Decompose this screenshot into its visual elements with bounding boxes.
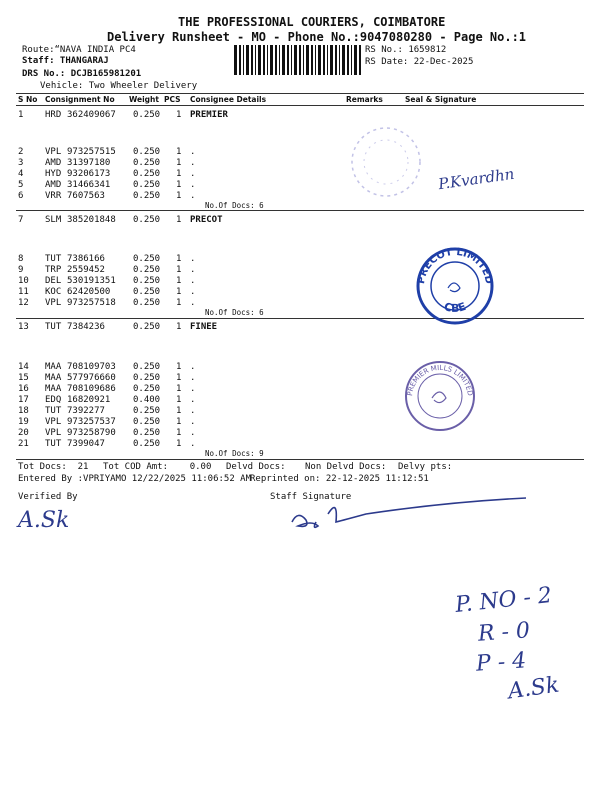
barcode-bar: [275, 45, 277, 75]
cell-sno: 3: [18, 158, 24, 168]
entered-by: Entered By :VPRIYAMO 12/22/2025 11:06:52 AM: [18, 474, 251, 484]
cell-consignee: .: [190, 439, 196, 449]
cell-num: 7392277: [67, 406, 105, 416]
cell-num: 385201848: [67, 215, 116, 225]
cell-consignee: .: [190, 373, 196, 383]
cell-weight: 0.250: [133, 169, 161, 179]
cell-num: 973258790: [67, 428, 116, 438]
table-bottom-rule: [16, 459, 584, 460]
cell-sno: 13: [18, 322, 29, 332]
barcode-bar: [335, 45, 337, 75]
cell-num: 973257537: [67, 417, 116, 427]
table-row: [0, 384, 600, 395]
table-row: [0, 373, 600, 384]
table-row: [0, 417, 600, 428]
cell-sno: 15: [18, 373, 29, 383]
col-seal-signature: Seal & Signature: [405, 95, 477, 104]
cell-code: SLM: [45, 215, 62, 225]
table-row-consignee: [0, 110, 600, 121]
finee-stamp: [400, 358, 480, 432]
barcode-bar: [263, 45, 265, 75]
cell-code: TUT: [45, 406, 62, 416]
col-remarks: Remarks: [346, 95, 383, 104]
table-row: [0, 439, 600, 450]
note-pod-count: P. NO - 2: [453, 582, 554, 619]
cell-num: 362409067: [67, 110, 116, 120]
cell-num: 31466341: [67, 180, 111, 190]
cell-sno: 7: [18, 215, 24, 225]
cell-code: VPL: [45, 417, 62, 427]
cell-code: HYD: [45, 169, 62, 179]
barcode-bar: [299, 45, 301, 75]
cell-consignee: .: [190, 254, 196, 264]
cell-weight: 0.250: [133, 417, 161, 427]
cell-consignee: .: [190, 276, 196, 286]
cell-consignee: .: [190, 406, 196, 416]
rs-number: RS No.: 1659812: [365, 45, 447, 55]
barcode-bar: [267, 45, 268, 75]
table-row: [0, 265, 600, 276]
cell-code: EDQ: [45, 395, 62, 405]
cell-consignee: FINEE: [190, 322, 218, 332]
cell-weight: 0.250: [133, 362, 161, 372]
docs-count: No.Of Docs: 9: [205, 449, 264, 458]
cell-code: VPL: [45, 147, 62, 157]
note-returned-count: R - 0: [477, 618, 531, 647]
cell-num: 31397180: [67, 158, 111, 168]
table-row: [0, 254, 600, 265]
cell-pcs: 1: [176, 169, 182, 179]
cell-weight: 0.400: [133, 395, 161, 405]
cell-consignee: .: [190, 384, 196, 394]
cell-num: 2559452: [67, 265, 105, 275]
note-initials: A.Sk: [506, 672, 561, 705]
svg-text:CBE: [442, 300, 467, 315]
cell-weight: 0.250: [133, 265, 161, 275]
cell-code: VPL: [45, 298, 62, 308]
cell-sno: 9: [18, 265, 24, 275]
cell-weight: 0.250: [133, 439, 161, 449]
header-top-rule: [16, 93, 584, 94]
verified-by-label: Verified By: [18, 492, 78, 502]
table-row: [0, 276, 600, 287]
barcode-bar: [339, 45, 340, 75]
barcode-bar: [303, 45, 304, 75]
col-pcs: PCS: [164, 95, 181, 104]
col-consignee: Consignee Details: [190, 95, 267, 104]
cell-pcs: 1: [176, 395, 182, 405]
cell-weight: 0.250: [133, 406, 161, 416]
table-row-consignee: [0, 322, 600, 333]
delivered-docs: Delvd Docs:: [226, 462, 286, 472]
table-row: [0, 428, 600, 439]
cell-code: MAA: [45, 384, 62, 394]
cell-num: 7384236: [67, 322, 105, 332]
cell-sno: 5: [18, 180, 24, 190]
col-consignment: Consignment No: [45, 95, 115, 104]
cell-pcs: 1: [176, 384, 182, 394]
cell-sno: 11: [18, 287, 29, 297]
svg-text:PRECOT LIMITED: [416, 247, 494, 285]
cell-consignee: .: [190, 169, 196, 179]
cell-weight: 0.250: [133, 147, 161, 157]
company-name: THE PROFESSIONAL COURIERS, COIMBATORE: [178, 15, 446, 29]
cell-weight: 0.250: [133, 215, 161, 225]
staff-label: Staff: THANGARAJ: [22, 56, 109, 66]
cell-consignee: .: [190, 158, 196, 168]
barcode-bar: [294, 45, 297, 75]
barcode-bar: [258, 45, 261, 75]
cell-consignee: PRECOT: [190, 215, 223, 225]
cell-num: 93206173: [67, 169, 111, 179]
cell-num: 708109686: [67, 384, 116, 394]
cell-num: 7607563: [67, 191, 105, 201]
barcode-bar: [246, 45, 249, 75]
cell-sno: 4: [18, 169, 24, 179]
cell-sno: 12: [18, 298, 29, 308]
cell-sno: 6: [18, 191, 24, 201]
barcode-bar: [243, 45, 244, 75]
table-row: [0, 362, 600, 373]
runsheet-title: Delivery Runsheet - MO - Phone No.:9047080280 - Page No.:1: [107, 30, 527, 44]
cell-weight: 0.250: [133, 158, 161, 168]
cell-pcs: 1: [176, 276, 182, 286]
cell-num: 708109703: [67, 362, 116, 372]
cell-weight: 0.250: [133, 428, 161, 438]
cell-code: TUT: [45, 439, 62, 449]
barcode-bar: [270, 45, 273, 75]
premier-stamp: [346, 122, 426, 202]
cell-weight: 0.250: [133, 110, 161, 120]
cell-sno: 10: [18, 276, 29, 286]
cell-pcs: 1: [176, 265, 182, 275]
cell-sno: 17: [18, 395, 29, 405]
cell-consignee: .: [190, 417, 196, 427]
cell-code: TUT: [45, 322, 62, 332]
cell-sno: 21: [18, 439, 29, 449]
cell-code: AMD: [45, 180, 62, 190]
cell-consignee: .: [190, 265, 196, 275]
delivery-points: Delvy pts:: [398, 462, 453, 472]
cell-code: TUT: [45, 254, 62, 264]
barcode-bar: [359, 45, 361, 75]
drs-number: DRS No.: DCJB165981201: [22, 69, 142, 79]
total-docs: Tot Docs: 21: [18, 462, 89, 472]
cell-weight: 0.250: [133, 373, 161, 383]
barcode-bar: [311, 45, 313, 75]
table-row: [0, 287, 600, 298]
col-sno: S No: [18, 95, 38, 104]
cell-pcs: 1: [176, 215, 182, 225]
premier-receiver-signature: P.Kvardhn: [437, 164, 516, 194]
barcode-bar: [323, 45, 325, 75]
cell-pcs: 1: [176, 373, 182, 383]
cell-pcs: 1: [176, 439, 182, 449]
barcode-bar: [351, 45, 352, 75]
cell-weight: 0.250: [133, 254, 161, 264]
barcode-bar: [327, 45, 328, 75]
cell-pcs: 1: [176, 428, 182, 438]
table-row: [0, 191, 600, 202]
rs-date: RS Date: 22-Dec-2025: [365, 57, 474, 67]
barcode-bar: [291, 45, 292, 75]
cell-code: HRD: [45, 110, 62, 120]
barcode-bar: [354, 45, 357, 75]
cell-consignee: .: [190, 428, 196, 438]
cell-pcs: 1: [176, 254, 182, 264]
cell-sno: 2: [18, 147, 24, 157]
cell-num: 7399047: [67, 439, 105, 449]
cell-num: 62420500: [67, 287, 111, 297]
barcode-bar: [279, 45, 280, 75]
staff-signature-scribble: [286, 494, 536, 534]
barcode-bar: [255, 45, 256, 75]
cell-pcs: 1: [176, 417, 182, 427]
barcode-bar: [306, 45, 309, 75]
table-row: [0, 406, 600, 417]
cell-code: MAA: [45, 373, 62, 383]
barcode-bar: [234, 45, 237, 75]
cell-pcs: 1: [176, 110, 182, 120]
cell-consignee: .: [190, 298, 196, 308]
barcode-bar: [347, 45, 349, 75]
cell-sno: 18: [18, 406, 29, 416]
cell-weight: 0.250: [133, 322, 161, 332]
cell-code: DEL: [45, 276, 62, 286]
barcode: [234, 45, 362, 75]
cell-pcs: 1: [176, 362, 182, 372]
total-cod: Tot COD Amt: 0.00: [103, 462, 212, 472]
docs-count: No.Of Docs: 6: [205, 308, 264, 317]
cell-num: 973257518: [67, 298, 116, 308]
cell-pcs: 1: [176, 298, 182, 308]
barcode-bar: [239, 45, 241, 75]
precot-stamp-city: CBE: [442, 299, 468, 315]
cell-sno: 1: [18, 110, 24, 120]
cell-num: 530191351: [67, 276, 116, 286]
staff-signature-label: Staff Signature: [270, 492, 352, 502]
cell-num: 973257515: [67, 147, 116, 157]
cell-code: AMD: [45, 158, 62, 168]
docs-count: No.Of Docs: 6: [205, 201, 264, 210]
cell-pcs: 1: [176, 287, 182, 297]
cell-sno: 8: [18, 254, 24, 264]
cell-pcs: 1: [176, 158, 182, 168]
cell-sno: 20: [18, 428, 29, 438]
cell-consignee: PREMIER: [190, 110, 228, 120]
cell-consignee: .: [190, 180, 196, 190]
cell-code: MAA: [45, 362, 62, 372]
cell-pcs: 1: [176, 191, 182, 201]
barcode-bar: [251, 45, 253, 75]
cell-consignee: .: [190, 395, 196, 405]
cell-code: VRR: [45, 191, 62, 201]
barcode-bar: [315, 45, 316, 75]
cell-consignee: .: [190, 191, 196, 201]
note-pending-count: P - 4: [475, 648, 528, 677]
cell-num: 577976660: [67, 373, 116, 383]
cell-weight: 0.250: [133, 287, 161, 297]
cell-pcs: 1: [176, 180, 182, 190]
table-row-consignee: [0, 215, 600, 226]
reprinted-on: Reprinted on: 22-12-2025 11:12:51: [250, 474, 429, 484]
table-row: [0, 147, 600, 158]
route-label: Route:“NAVA INDIA PC4: [22, 45, 136, 55]
group-divider: [16, 210, 584, 211]
group-divider: [16, 318, 584, 319]
cell-code: TRP: [45, 265, 62, 275]
barcode-bar: [330, 45, 333, 75]
table-row: [0, 298, 600, 309]
cell-pcs: 1: [176, 406, 182, 416]
col-weight: Weight: [129, 95, 159, 104]
cell-pcs: 1: [176, 322, 182, 332]
barcode-bar: [318, 45, 321, 75]
cell-weight: 0.250: [133, 180, 161, 190]
barcode-bar: [282, 45, 285, 75]
cell-consignee: .: [190, 362, 196, 372]
precot-stamp-text: PRECOT LIMITED: [415, 246, 495, 285]
precot-limited-stamp: [412, 246, 498, 326]
cell-code: KOC: [45, 287, 62, 297]
cell-consignee: .: [190, 287, 196, 297]
cell-weight: 0.250: [133, 298, 161, 308]
cell-num: 7386166: [67, 254, 105, 264]
cell-weight: 0.250: [133, 276, 161, 286]
cell-sno: 16: [18, 384, 29, 394]
cell-code: VPL: [45, 428, 62, 438]
cell-consignee: .: [190, 147, 196, 157]
vehicle-label: Vehicle: Two Wheeler Delivery: [40, 81, 198, 91]
table-row: [0, 395, 600, 406]
cell-pcs: 1: [176, 147, 182, 157]
header-bottom-rule: [16, 105, 584, 106]
cell-weight: 0.250: [133, 191, 161, 201]
cell-sno: 19: [18, 417, 29, 427]
non-delivered-docs: Non Delvd Docs:: [305, 462, 387, 472]
cell-weight: 0.250: [133, 384, 161, 394]
verified-by-initials: A.Sk: [18, 508, 70, 533]
barcode-bar: [342, 45, 345, 75]
cell-num: 16820921: [67, 395, 111, 405]
finee-stamp-text: PREMIER MILLS LIMITED: [406, 363, 474, 397]
barcode-bar: [287, 45, 289, 75]
cell-sno: 14: [18, 362, 29, 372]
